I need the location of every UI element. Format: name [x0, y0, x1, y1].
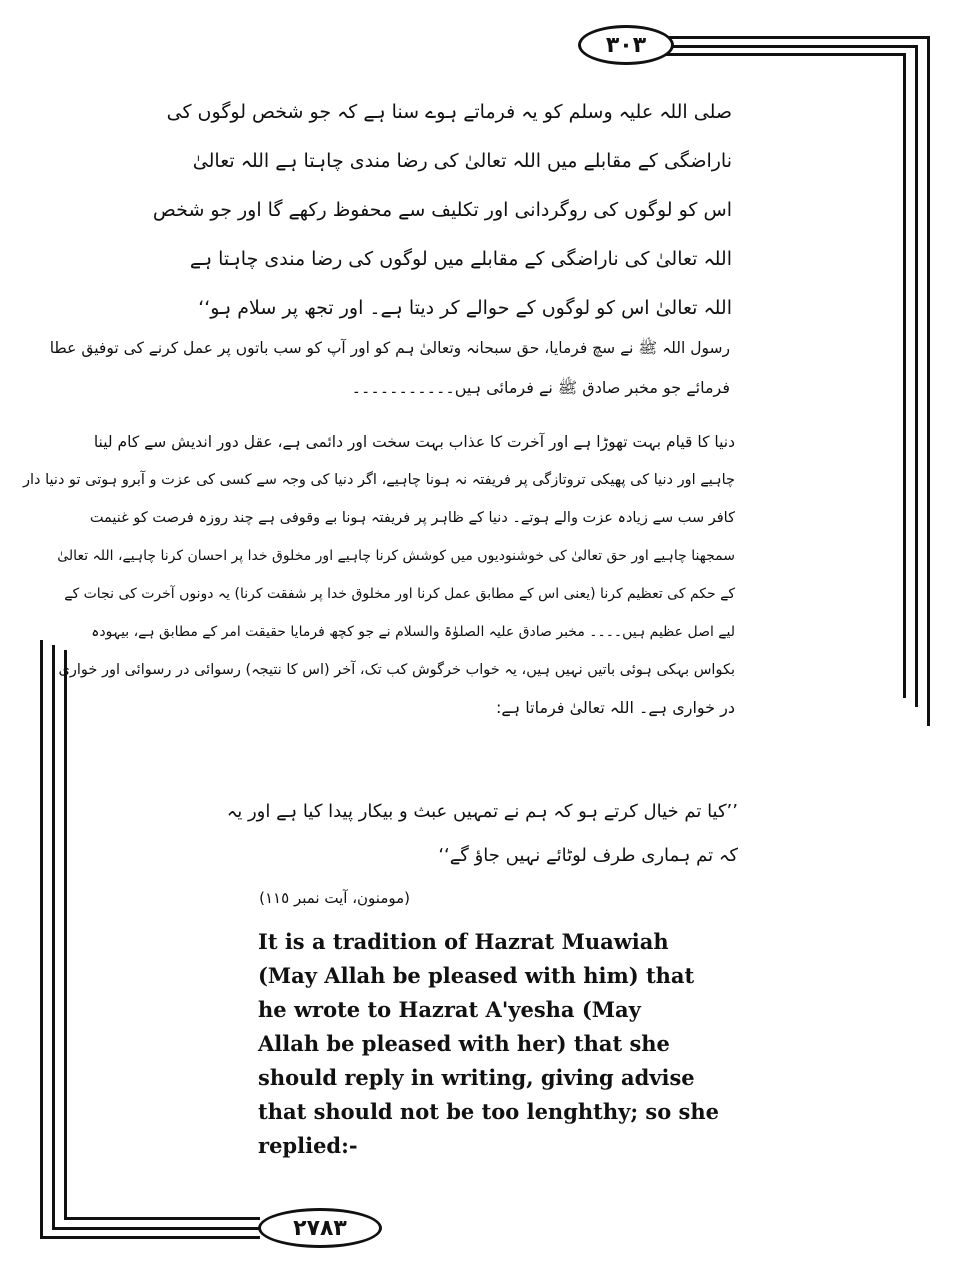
- frame-right-line-2: [915, 45, 918, 707]
- english-line: that should not be too lenghthy; so she: [258, 1099, 719, 1124]
- frame-bottom-line-3: [64, 1217, 260, 1220]
- english-line: Allah be pleased with her) that she: [258, 1031, 670, 1056]
- paragraph-2-line: کافر سب سے زیادہ عزت والے ہوتے۔ دنیا کے ظاہر پر فریفتہ ہونا بے وقوفی ہے چند روزہ فرصت کو غنیمت: [89, 510, 735, 526]
- english-line: he wrote to Hazrat A'yesha (May: [258, 997, 641, 1022]
- frame-bottom-line-1: [40, 1236, 260, 1239]
- paragraph-2-line: دنیا کا قیام بہت تھوڑا ہے اور آخرت کا عذاب بہت سخت اور دائمی ہے، عقل دور اندیش سے کام لینا: [93, 433, 735, 451]
- english-line: It is a tradition of Hazrat Muawiah: [258, 929, 669, 954]
- paragraph-world-and-hereafter: [23, 430, 735, 720]
- frame-top-line-2: [660, 45, 918, 48]
- quote-line-3: اس کو لوگوں کی روگردانی اور تکلیف سے محفوظ رکھے گا اور جو شخص: [152, 199, 732, 221]
- paragraph-prophet-saying: [49, 336, 730, 400]
- paragraph-2-line: بکواس بہکی ہوئی باتیں نہیں ہیں، یہ خواب خرگوش کب تک، آخر (اس کا نتیجہ) رسوائی در رسوائی اور خواری: [58, 662, 735, 678]
- page-number-top: ٣٠٣: [578, 25, 674, 65]
- frame-bottom-line-2: [52, 1227, 260, 1230]
- frame-right-line-1: [927, 36, 930, 726]
- quote-line-5: اللہ تعالیٰ اس کو لوگوں کے حوالے کر دیتا ہے۔ اور تجھ پر سلام ہو‘‘: [198, 297, 732, 319]
- quran-quote-line-2: کہ تم ہماری طرف لوٹائے نہیں جاؤ گے‘‘: [438, 845, 738, 866]
- verse-reference: (مومنون، آیت نمبر ١١٥): [259, 889, 410, 907]
- paragraph-2-line: لیے اصل عظیم ہیں۔۔۔۔ مخبر صادق علیہ الصلوٰۃ والسلام نے جو کچھ فرمایا حقیقت امر کے مطابق ہے، بیہودہ: [91, 624, 735, 640]
- page-number-bottom: ٢٧٨٣: [258, 1208, 382, 1248]
- frame-top-line-3: [660, 53, 906, 56]
- english-line: should reply in writing, giving advise: [258, 1065, 695, 1090]
- frame-right-line-3: [903, 53, 906, 698]
- quote-line-4: اللہ تعالیٰ کی ناراضگی کے مقابلے میں لوگوں کی رضا مندی چاہتا ہے: [189, 248, 732, 270]
- paragraph-2-line: در خواری ہے۔ اللہ تعالیٰ فرماتا ہے:: [496, 698, 735, 717]
- paragraph-1-line: رسول اللہ ﷺ نے سچ فرمایا، حق سبحانہ وتعالیٰ ہم کو اور آپ کو سب باتوں پر عمل کرنے کی توفیق عطا: [49, 339, 730, 357]
- paragraph-2-line: سمجھنا چاہیے اور حق تعالیٰ کی خوشنودیوں میں کوشش کرنا چاہیے اور مخلوق خدا پر احسان کرنا چاہیے، اللہ تعالیٰ: [57, 548, 735, 564]
- quote-line-1: صلی اللہ علیہ وسلم کو یہ فرماتے ہوے سنا ہے کہ جو شخص لوگوں کی: [166, 101, 732, 123]
- english-line: (May Allah be pleased with him) that: [258, 963, 695, 988]
- frame-left-line-3: [64, 650, 67, 1220]
- paragraph-2-line: چاہیے اور دنیا کی پھیکی تروتازگی پر فریفتہ نہ ہونا چاہیے، اگر دنیا کی وجہ سے کسی کی عزت و آبرو ہوتی تو دنیا دار: [23, 472, 735, 488]
- paragraph-2-line: کے حکم کی تعظیم کرنا (یعنی اس کے مطابق عمل کرنا اور مخلوق خدا پر شفقت کرنا) یہ دونوں آخرت کی نجات کے: [64, 586, 735, 602]
- frame-top-line-1: [660, 36, 930, 39]
- quote-line-2: ناراضگی کے مقابلے میں اللہ تعالیٰ کی رضا مندی چاہتا ہے اللہ تعالیٰ: [192, 150, 732, 172]
- frame-left-line-1: [40, 640, 43, 1239]
- quran-quote-line-1: ’’کیا تم خیال کرتے ہو کہ ہم نے تمہیں عبث و بیکار پیدا کیا ہے اور یہ: [226, 801, 738, 822]
- frame-left-line-2: [52, 645, 55, 1230]
- english-tradition-paragraph: [258, 925, 728, 1163]
- paragraph-1-line: فرمائے جو مخبر صادق ﷺ نے فرمائی ہیں۔۔۔۔۔۔۔۔۔۔۔: [351, 378, 730, 397]
- english-line: replied:-: [258, 1133, 358, 1158]
